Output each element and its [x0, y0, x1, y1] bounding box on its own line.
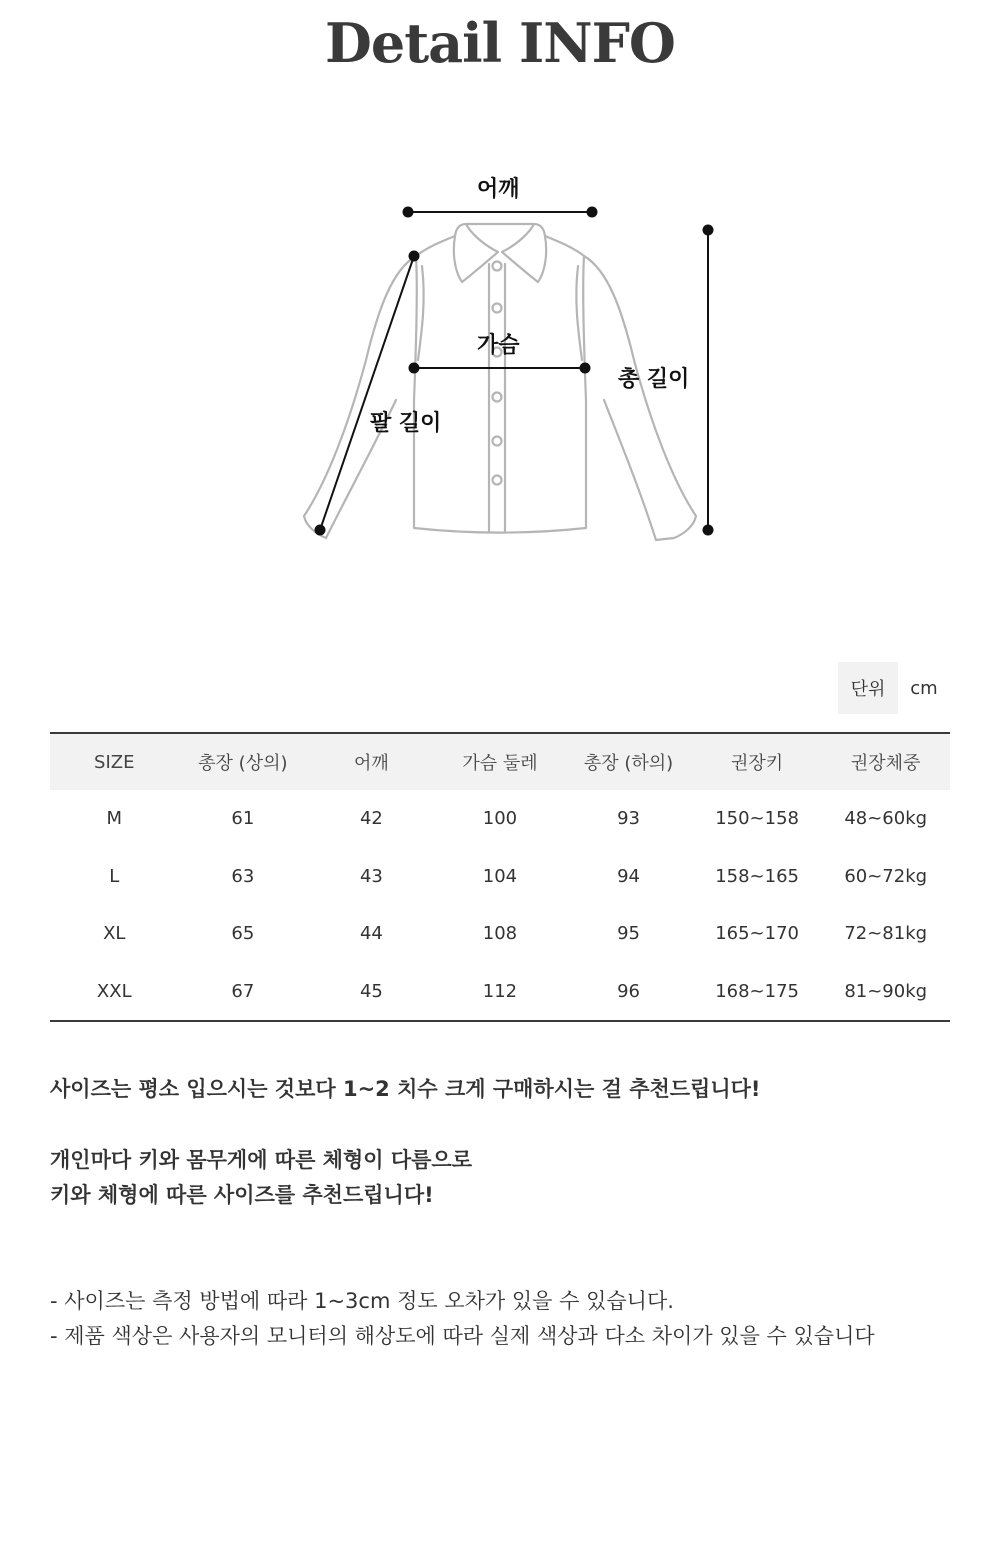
- unit-indicator: [838, 662, 950, 714]
- table-header-row: [50, 733, 950, 790]
- table-cell: 42: [359, 808, 383, 830]
- size-table: [50, 732, 950, 1022]
- table-cell: 150~158: [715, 808, 799, 830]
- table-cell: 60~72kg: [844, 865, 928, 887]
- color-disclaimer: - 제품 색상은 사용자의 모니터의 해상도에 따라 실제 색상과 다소 차이가 있을 수 있습니다: [50, 1324, 875, 1348]
- header-cell: 가슴 둘레: [436, 733, 565, 790]
- table-cell: 96: [617, 980, 640, 1002]
- table-cell: L: [109, 865, 120, 887]
- table-cell: XL: [103, 923, 126, 945]
- size-diagram: [0, 160, 1000, 560]
- sleeve-length-label: 팔 길이: [370, 411, 442, 436]
- table-cell: 104: [482, 865, 518, 887]
- chest-label: 가슴: [477, 333, 520, 358]
- table-cell: 165~170: [715, 923, 799, 945]
- table-row: [50, 790, 950, 848]
- header-cell: 어깨: [307, 733, 436, 790]
- table-cell: M: [106, 808, 123, 830]
- shoulder-label: 어깨: [477, 177, 520, 202]
- header-cell: 권장체중: [821, 733, 950, 790]
- table-cell: 63: [231, 865, 255, 887]
- header-cell: SIZE: [50, 733, 179, 790]
- table-cell: 61: [231, 808, 255, 830]
- table-cell: 43: [359, 865, 383, 887]
- header-cell: 권장키: [693, 733, 822, 790]
- table-cell: 93: [617, 808, 640, 830]
- table-cell: 95: [617, 923, 640, 945]
- table-cell: 45: [359, 980, 383, 1002]
- total-length-label: 총 길이: [618, 367, 690, 392]
- table-cell: 158~165: [715, 865, 799, 887]
- table-cell: 168~175: [715, 980, 799, 1002]
- size-recommendation-note: 사이즈는 평소 입으시는 것보다 1~2 치수 크게 구매하시는 걸 추천드립니다!: [50, 1077, 761, 1101]
- page-title: Detail INFO: [325, 11, 675, 75]
- table-cell: 100: [482, 808, 518, 830]
- table-cell: 44: [359, 923, 383, 945]
- header-cell: 총장 (상의): [179, 733, 308, 790]
- table-cell: 65: [231, 923, 255, 945]
- table-row: [50, 963, 950, 1022]
- unit-label: 단위: [838, 662, 898, 714]
- table-cell: XXL: [96, 980, 132, 1002]
- table-cell: 112: [482, 980, 518, 1002]
- table-row: [50, 848, 950, 906]
- table-cell: 48~60kg: [844, 808, 928, 830]
- table-cell: 72~81kg: [844, 923, 928, 945]
- table-cell: 94: [617, 865, 640, 887]
- table-cell: 67: [231, 980, 255, 1002]
- table-row: [50, 905, 950, 963]
- table-cell: 81~90kg: [844, 980, 928, 1002]
- body-type-note: 개인마다 키와 몸무게에 따른 체형이 다름으로: [50, 1148, 472, 1172]
- unit-value: cm: [910, 677, 938, 699]
- jacket-outline-icon: [0, 160, 1000, 560]
- measurement-disclaimer: - 사이즈는 측정 방법에 따라 1~3cm 정도 오차가 있을 수 있습니다.: [50, 1289, 674, 1313]
- table-cell: 108: [482, 923, 518, 945]
- header-cell: 총장 (하의): [564, 733, 693, 790]
- body-type-note-2: 키와 체형에 따른 사이즈를 추천드립니다!: [50, 1183, 434, 1207]
